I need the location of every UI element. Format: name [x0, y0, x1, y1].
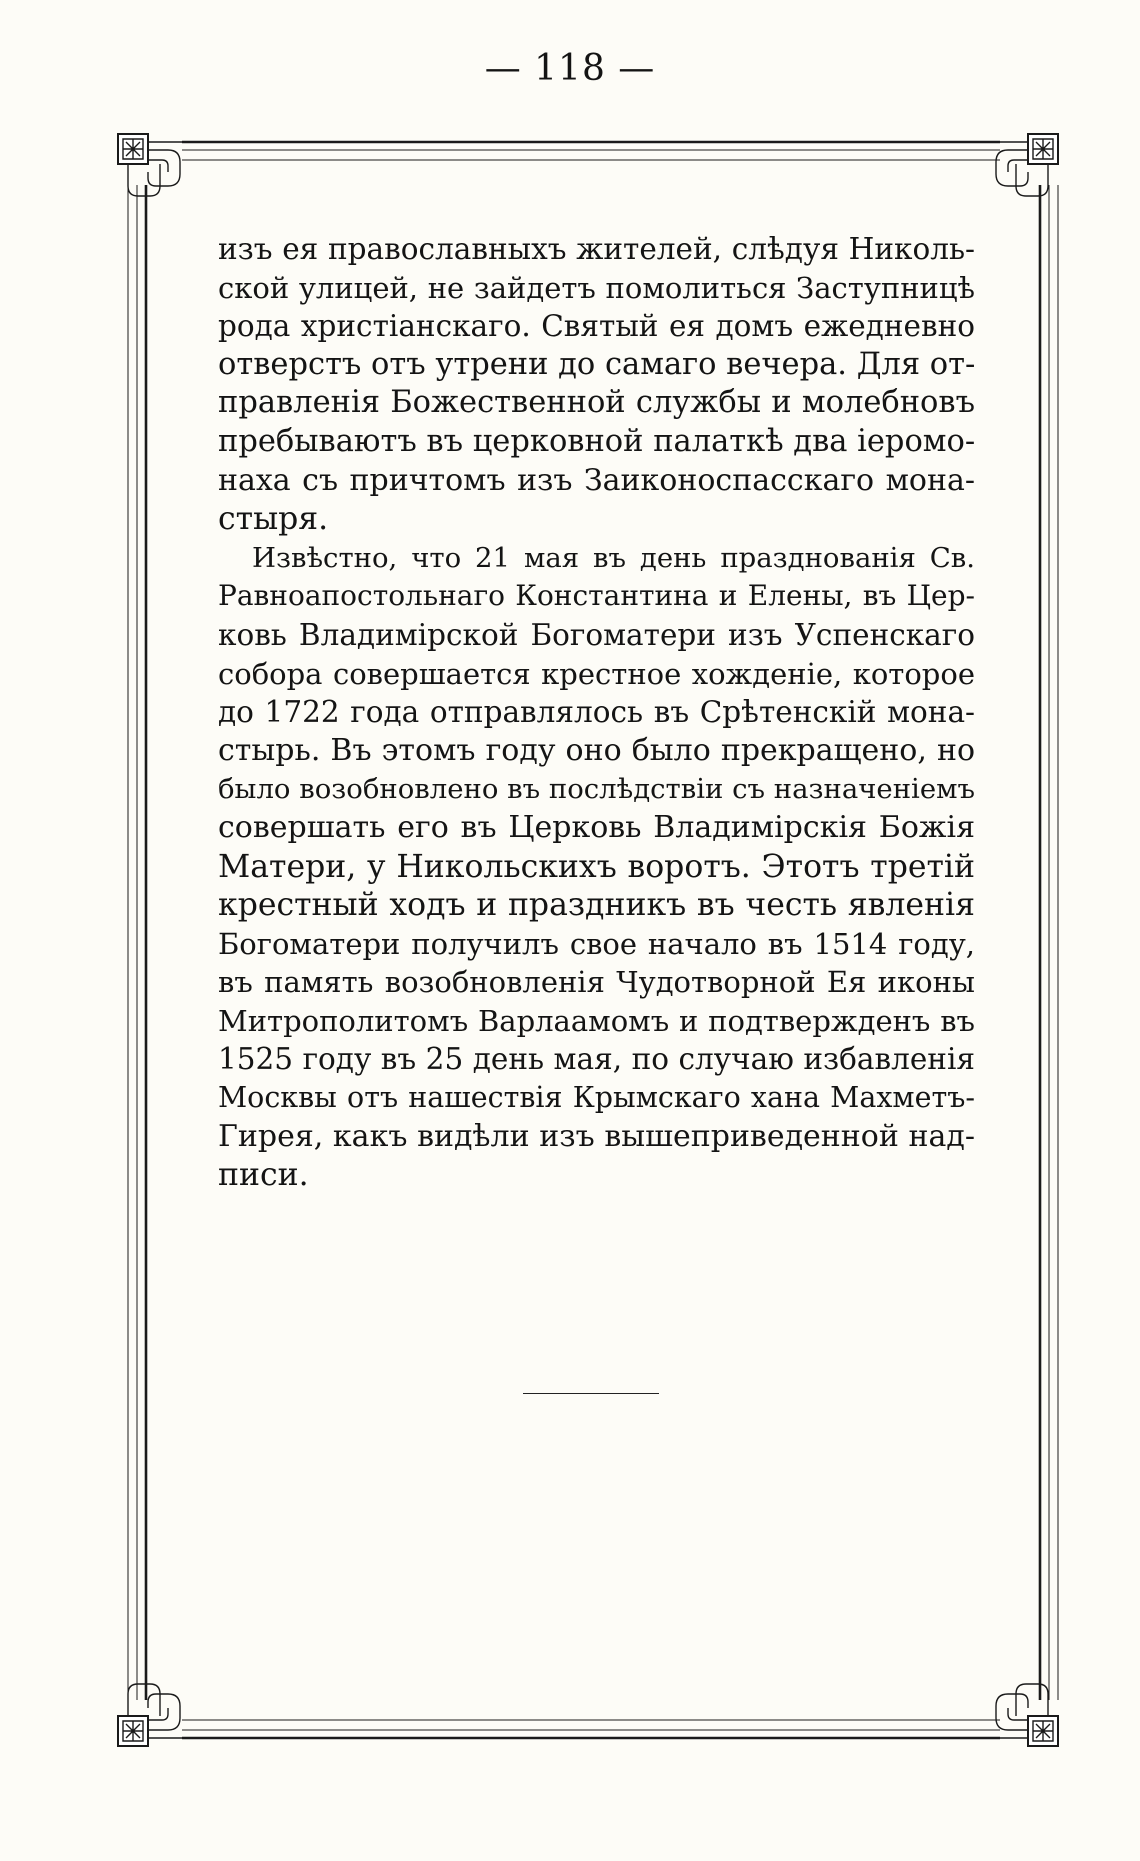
paragraph-2	[218, 539, 975, 1195]
corner-ornament-bottom-right	[994, 1684, 1058, 1746]
text-line: отверстъ отъ утрени до самаго вечера. Для от-	[218, 346, 976, 382]
text-line: крестный ходъ и праздникъ въ честь явленія	[218, 887, 975, 924]
text-line: ковь Владимірской Богоматери изъ Успенскаго	[218, 617, 975, 652]
text-line: Извѣстно, что 21 мая въ день празднованія Св.	[252, 541, 975, 574]
paragraph-1	[218, 230, 975, 539]
text-line: въ память возобновленія Чудотворной Ея иконы	[218, 965, 975, 1000]
text-line: Равноапостольнаго Константина и Елены, въ Цер-	[218, 579, 975, 613]
body-text	[218, 230, 975, 1195]
corner-ornament-top-left	[118, 134, 182, 196]
text-line: стыря.	[218, 501, 329, 538]
text-line: наха съ причтомъ изъ Заиконоспасскаго мона-	[218, 462, 975, 498]
text-line: Гирея, какъ видѣли изъ вышеприведенной над-	[218, 1118, 975, 1154]
corner-ornament-top-right	[994, 134, 1058, 196]
text-line: было возобновлено въ послѣдствіи съ назначеніемъ	[218, 773, 975, 806]
text-line: рода христіанскаго. Святый ея домъ ежедневно	[218, 309, 975, 344]
corner-ornament-bottom-left	[118, 1684, 182, 1746]
text-line: правленія Божественной службы и молебновъ	[218, 385, 975, 421]
text-line: стырь. Въ этомъ году оно было прекращено, но	[218, 732, 975, 768]
text-line: ской улицей, не зайдетъ помолиться Заступницѣ	[218, 270, 975, 305]
text-line: 1525 году въ 25 день мая, по случаю избавленія	[218, 1042, 975, 1077]
text-line: собора совершается крестное хожденіе, которое	[218, 656, 975, 691]
text-line: Москвы отъ нашествія Крымскаго хана Махметъ-	[218, 1081, 975, 1115]
page-number: — 118 —	[484, 48, 656, 89]
text-line: писи.	[218, 1157, 309, 1194]
text-line: Матери, у Никольскихъ воротъ. Этотъ третій	[218, 848, 975, 885]
text-line: совершать его въ Церковь Владимірскія Божія	[218, 809, 975, 845]
text-line: пребываютъ въ церковной палаткѣ два іеромо-	[218, 423, 976, 459]
text-line: Митрополитомъ Варлаамомъ и подтвержденъ въ	[218, 1003, 975, 1038]
section-end-rule	[523, 1393, 659, 1394]
text-line: Богоматери получилъ свое начало въ 1514 году,	[218, 926, 975, 961]
text-line: изъ ея православныхъ жителей, слѣдуя Николь-	[218, 232, 975, 266]
text-line: до 1722 года отправлялось въ Срѣтенскій мона-	[218, 695, 975, 730]
